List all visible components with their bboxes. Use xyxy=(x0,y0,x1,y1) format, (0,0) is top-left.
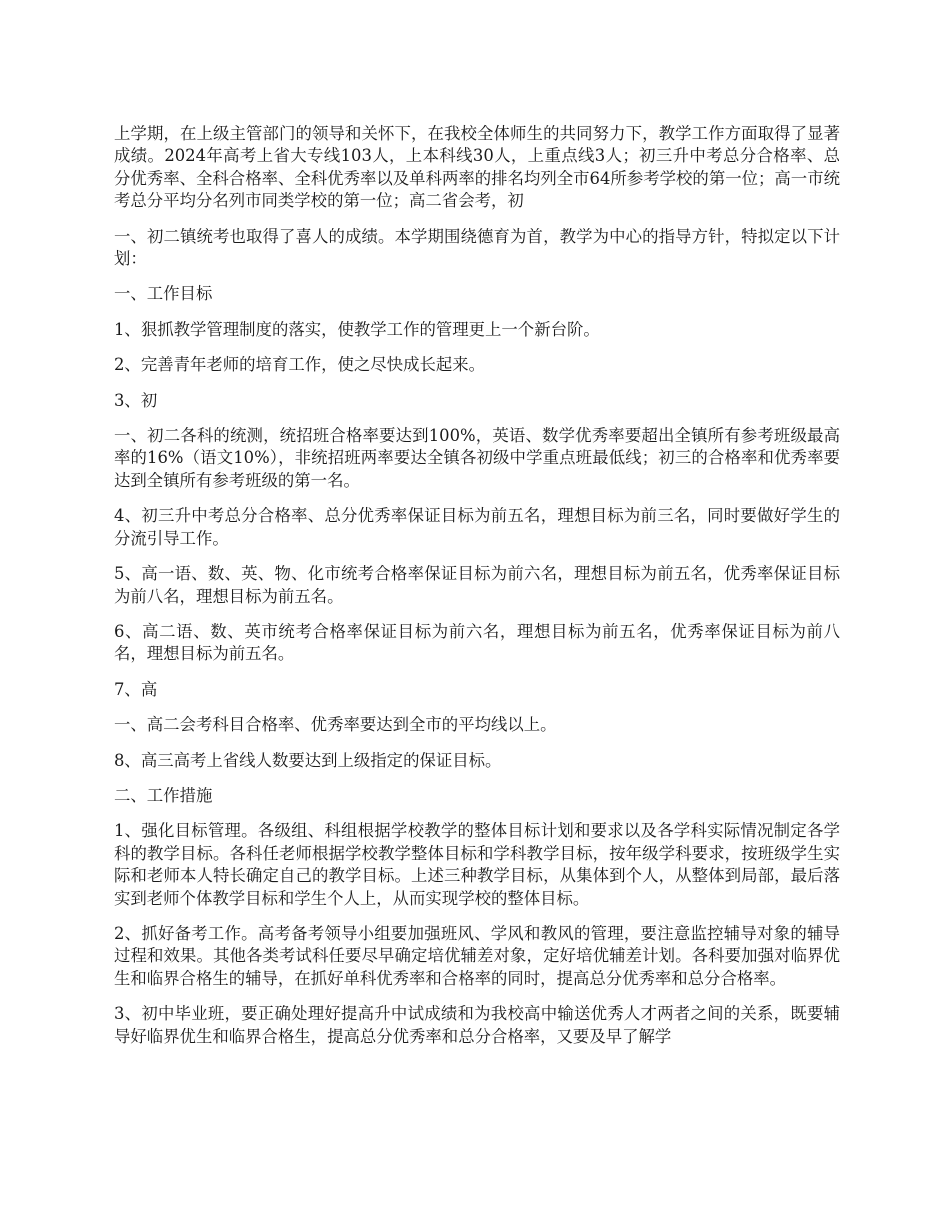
goal-item-6: 6、高二语、数、英市统考合格率保证目标为前六名，理想目标为前五名，优秀率保证目标为前八名，理想目标为前五名。 xyxy=(114,621,840,664)
goal-item-7: 7、高 xyxy=(114,679,158,699)
section-heading-goals: 一、工作目标 xyxy=(114,284,213,304)
measure-item-3: 3、初中毕业班，要正确处理好提高升中试成绩和为我校高中输送优秀人才两者之间的关系，既要辅导好临界优生和临界合格生，提高总分优秀率和总分合格率，又要及早了解学 xyxy=(114,1004,840,1046)
goal-item-4: 4、初三升中考总分合格率、总分优秀率保证目标为前五名，理想目标为前三名，同时要做好学生的分流引导工作。 xyxy=(114,506,840,548)
paragraph-intro: 上学期，在上级主管部门的领导和关怀下，在我校全体师生的共同努力下，教学工作方面取得了显著成绩。2024年高考上省大专线103人，上本科线30人，上重点线3人；初三升中考总分合格率、总分优秀率、全科合格率、全科优秀率以及单科两率的排名均列全市64所参考学校的第一位；高一市统考总分平均分名列市同类学校的第一位；高二省会考，初 xyxy=(114,124,840,211)
measure-item-2: 2、抓好备考工作。高考备考领导小组要加强班风、学风和教风的管理，要注意监控辅导对象的辅导过程和效果。其他各类考试科任要尽早确定培优辅差对象，定好培优辅差计划。各科要加强对临界优生和临界合格生的辅导，在抓好单科优秀率和合格率的同时，提高总分优秀率和总分合格率。 xyxy=(114,923,840,988)
goal-item-2: 2、完善青年老师的培育工作，使之尽快成长起来。 xyxy=(114,355,486,375)
paragraph-intro-continued: 一、初二镇统考也取得了喜人的成绩。本学期围绕德育为首，教学为中心的指导方针，特拟定以下计划： xyxy=(114,226,840,269)
goal-item-1: 1、狠抓教学管理制度的落实，使教学工作的管理更上一个新台阶。 xyxy=(114,319,600,339)
document-body xyxy=(114,123,840,1061)
measure-item-1: 1、强化目标管理。各级组、科组根据学校教学的整体目标计划和要求以及各学科实际情况制定各学科的教学目标。各科任老师根据学校教学整体目标和学科教学目标，按年级学科要求，按班级学生实际和老师本人特长确定自己的教学目标。上述三种教学目标，从集体到个人，从整体到局部，最后落实到老师个体教学目标和学生个人上，从而实现学校的整体目标。 xyxy=(114,821,840,908)
goal-item-3: 3、初 xyxy=(114,390,158,410)
goal-item-7-detail: 一、高二会考科目合格率、优秀率要达到全市的平均线以上。 xyxy=(114,715,557,735)
goal-item-5: 5、高一语、数、英、物、化市统考合格率保证目标为前六名，理想目标为前五名，优秀率保证目标为前八名，理想目标为前五名。 xyxy=(114,564,840,606)
goal-item-3-detail: 一、初二各科的统测，统招班合格率要达到100%，英语、数学优秀率要超出全镇所有参考班级最高率的16%（语文10%），非统招班两率要达全镇各初级中学重点班最低线；初三的合格率和优秀率要达到全镇所有参考班级的第一名。 xyxy=(114,426,840,490)
section-heading-measures: 二、工作措施 xyxy=(114,785,213,805)
goal-item-8: 8、高三高考上省线人数要达到上级指定的保证目标。 xyxy=(114,750,502,770)
